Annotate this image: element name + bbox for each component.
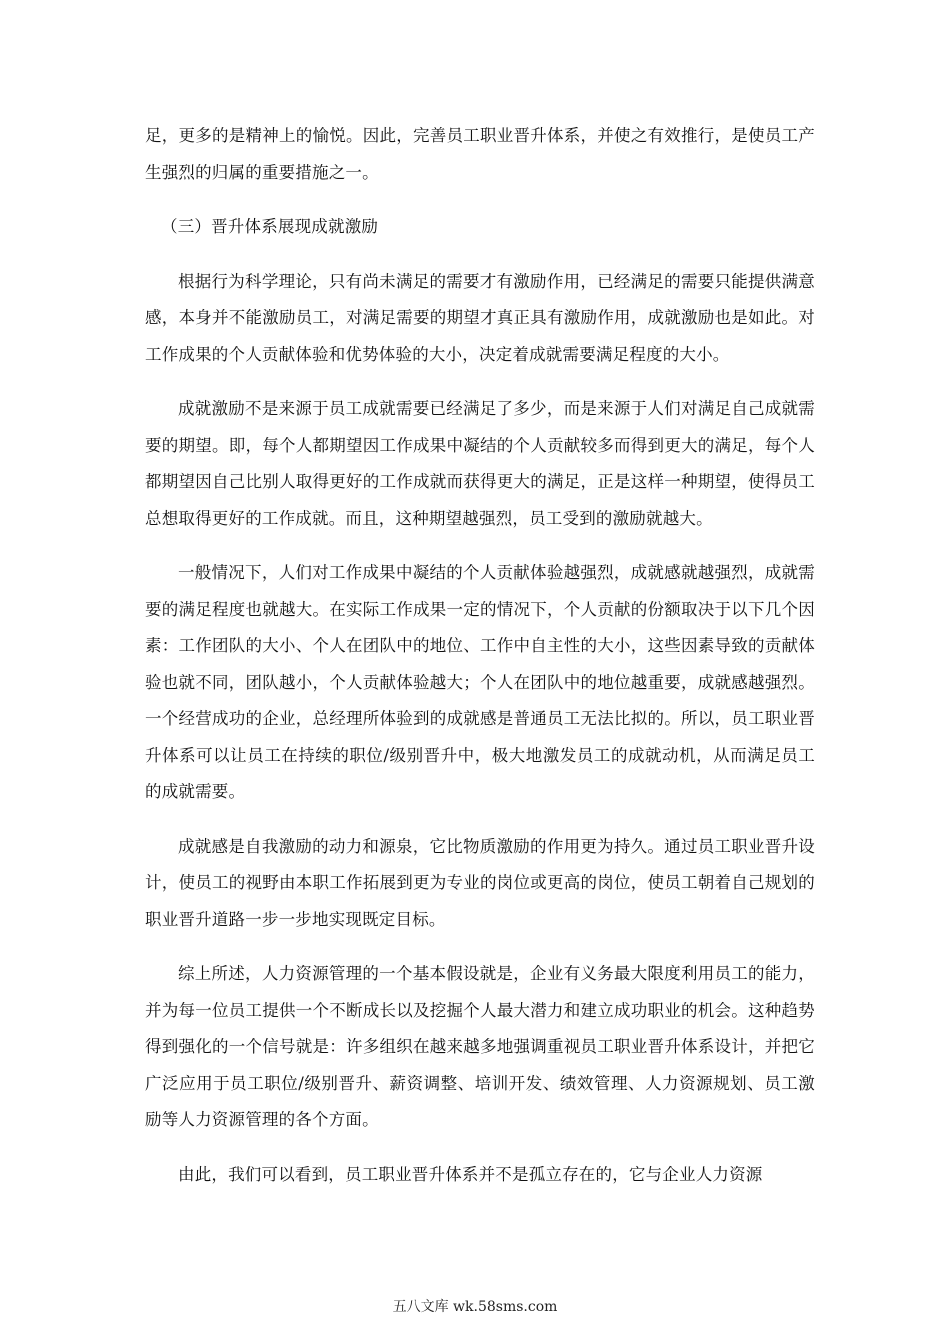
paragraph-continued: 足，更多的是精神上的愉悦。因此，完善员工职业晋升体系，并使之有效推行，是使员工产生强烈的归属的重要措施之一。 <box>145 126 815 182</box>
document-body <box>145 118 815 1211</box>
paragraph: 根据行为科学理论，只有尚未满足的需要才有激励作用，已经满足的需要只能提供满意感，本身并不能激励员工，对满足需要的期望才真正具有激励作用，成就激励也是如此。对工作成果的个人贡献体验和优势体验的大小，决定着成就需要满足程度的大小。 <box>145 271 815 364</box>
paragraph-truncated: 由此，我们可以看到，员工职业晋升体系并不是孤立存在的，它与企业人力资源 <box>178 1164 763 1184</box>
paragraph: 一般情况下，人们对工作成果中凝结的个人贡献体验越强烈，成就感就越强烈，成就需要的满足程度也就越大。在实际工作成果一定的情况下，个人贡献的份额取决于以下几个因素：工作团队的大小、个人在团队中的地位、工作中自主性的大小，这些因素导致的贡献体验也就不同，团队越小，个人贡献体验越大；个人在团队中的地位越重要，成就感越强烈。一个经营成功的企业，总经理所体验到的成就感是普通员工无法比拟的。所以，员工职业晋升体系可以让员工在持续的职位/级别晋升中，极大地激发员工的成就动机，从而满足员工的成就需要。 <box>145 563 815 801</box>
paragraph: 综上所述，人力资源管理的一个基本假设就是，企业有义务最大限度利用员工的能力，并为每一位员工提供一个不断成长以及挖掘个人最大潜力和建立成功职业的机会。这种趋势得到强化的一个信号就是：许多组织在越来越多地强调重视员工职业晋升体系设计，并把它广泛应用于员工职位/级别晋升、薪资调整、培训开发、绩效管理、人力资源规划、员工激励等人力资源管理的各个方面。 <box>145 964 815 1129</box>
page-footer-watermark: 五八文库 wk.58sms.com <box>392 1299 558 1315</box>
section-heading: （三）晋升体系展现成就激励 <box>161 217 379 236</box>
paragraph: 成就激励不是来源于员工成就需要已经满足了多少，而是来源于人们对满足自己成就需要的期望。即，每个人都期望因工作成果中凝结的个人贡献较多而得到更大的满足，每个人都期望因自己比别人取得更好的工作成就而获得更大的满足，正是这样一种期望，使得员工总想取得更好的工作成就。而且，这种期望越强烈，员工受到的激励就越大。 <box>145 399 815 528</box>
paragraph: 成就感是自我激励的动力和源泉，它比物质激励的作用更为持久。通过员工职业晋升设计，使员工的视野由本职工作拓展到更为专业的岗位或更高的岗位，使员工朝着自己规划的职业晋升道路一步一步地实现既定目标。 <box>145 836 815 929</box>
